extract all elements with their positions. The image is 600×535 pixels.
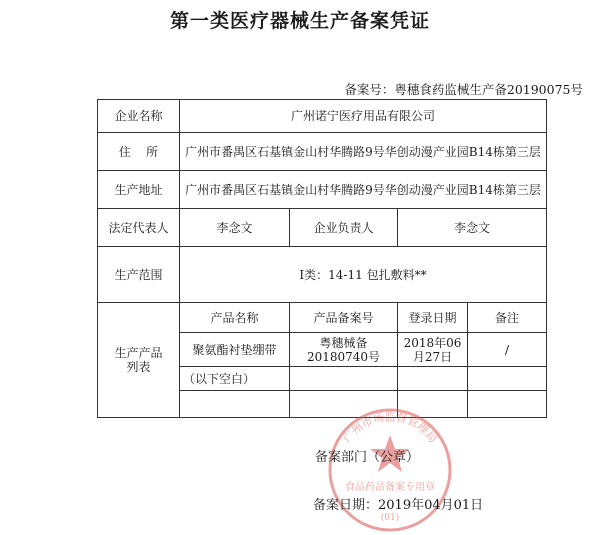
address-value: 广州市番禺区石基镇金山村华腾路9号华创动漫产业园B14栋第三层 [180,133,547,171]
row-scope [98,247,547,303]
scope-value: I类：14-11 包扎敷料** [180,247,547,303]
seal-ring-textpath: 广州市场监督管理局 [340,410,440,446]
product-name: 聚氨酯衬垫绷带 [180,333,290,367]
address-label: 住 所 [98,133,180,171]
products-header-filing: 产品备案号 [290,303,398,333]
products-header-name: 产品名称 [180,303,290,333]
product-filing-no: 粤穗械备20180740号 [290,333,398,367]
product-date: 2018年06月27日 [398,333,468,367]
scope-label: 生产范围 [98,247,180,303]
row-address [98,133,547,171]
manager-label: 企业负责人 [290,209,398,247]
seal-center-text: 食品药品备案专用章 [345,482,435,493]
blank-cell [398,367,468,391]
row-representatives [98,209,547,247]
company-name-label: 企业名称 [98,100,180,133]
legal-rep-label: 法定代表人 [98,209,180,247]
filing-department: 备案部门（公章） [315,450,420,465]
empty-cell [180,391,290,418]
products-header-row [98,303,547,333]
products-header-note: 备注 [468,303,547,333]
production-address-label: 生产地址 [98,171,180,209]
certificate-table [97,99,547,418]
products-header-date: 登录日期 [398,303,468,333]
filing-number: 备案号：粤穗食药监械生产备20190075号 [344,82,583,97]
seal-bottom-text: (01) [380,513,400,523]
company-name-value: 广州诺宁医疗用品有限公司 [180,100,547,133]
filing-date: 备案日期：2019年04月01日 [313,498,484,513]
legal-rep-value: 李念文 [180,209,290,247]
manager-value: 李念文 [398,209,547,247]
official-seal [325,405,455,535]
product-note: / [468,333,547,367]
document-title: 第一类医疗器械生产备案凭证 [169,10,430,32]
blank-cell [468,367,547,391]
blank-cell [290,367,398,391]
production-address-value: 广州市番禺区石基镇金山村华腾路9号华创动漫产业园B14栋第三层 [180,171,547,209]
row-production-address [98,171,547,209]
products-label: 生产产品列表 [98,303,180,418]
empty-cell [468,391,547,418]
blank-note: （以下空白） [180,367,290,391]
row-company-name [98,100,547,133]
